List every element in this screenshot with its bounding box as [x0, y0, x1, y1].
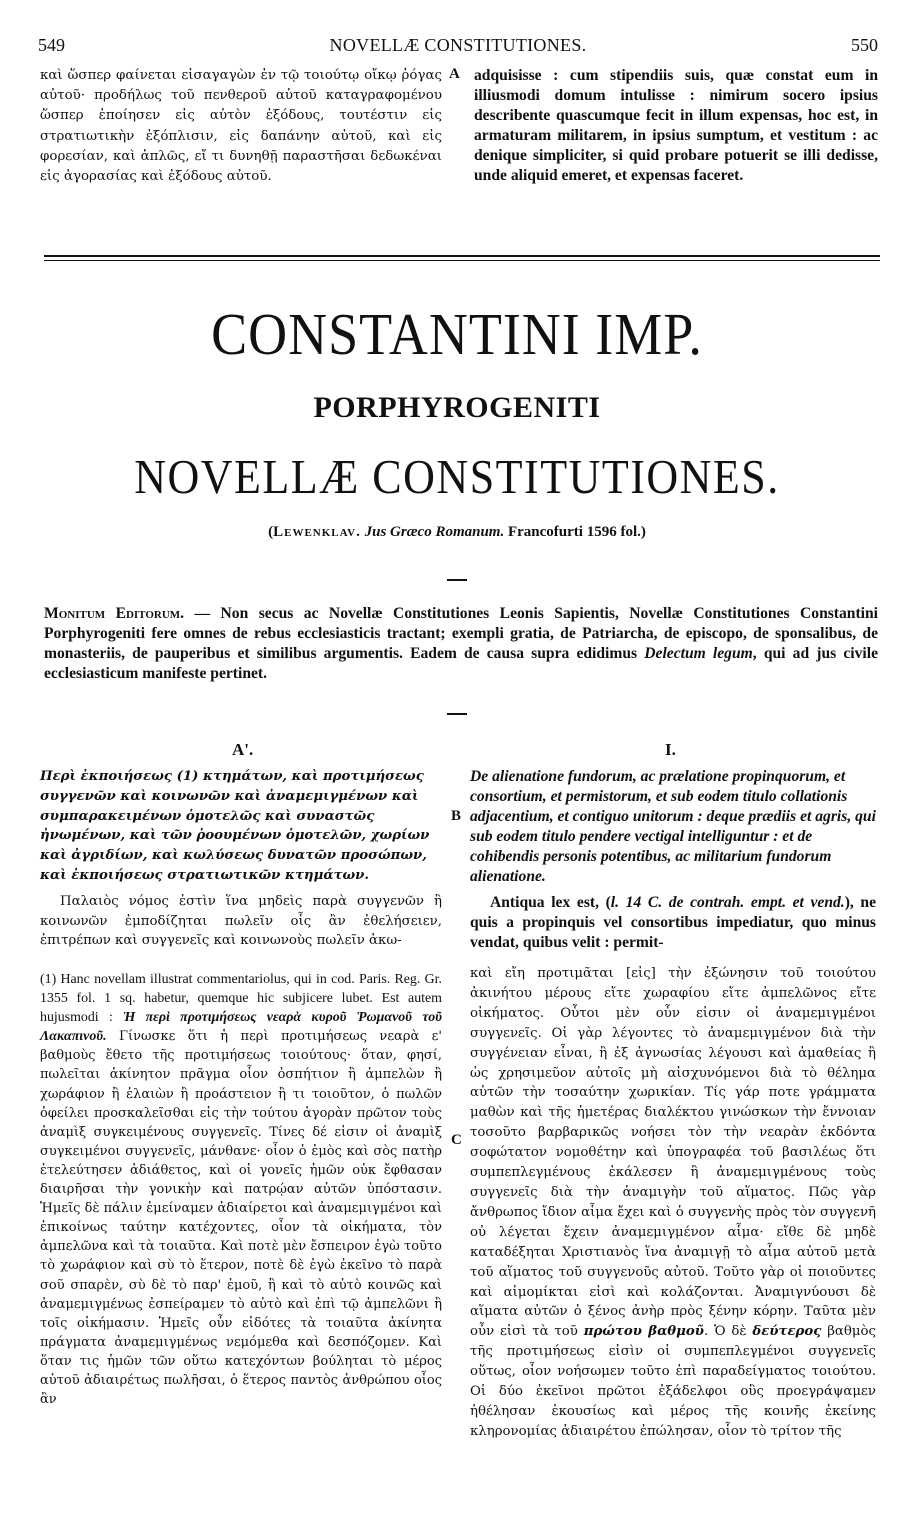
margin-marker-c: C: [451, 1132, 462, 1148]
subtitle: PORPHYROGENITI: [313, 391, 601, 424]
second-degree: δεύτερος: [752, 1324, 822, 1340]
divider-rule: [44, 255, 880, 257]
latin-column-main: [470, 767, 876, 953]
greek-text-top: καὶ ὥσπερ φαίνεται εἰσαγαγὼν ἐν τῷ τοιούτῳ οἴκῳ ῥόγας αὐτοῦ· προδήλως τοῦ πενθεροῦ αὐτοῦ καταγραφομένου ὥσπερ ἐποίησεν εἰς αὐτὸν ἐξόδους, τουτέστιν εἰς στρατιωτικὴν ἐξόπλισιν, εἰς δαπάνην αὐτοῦ, καὶ εἰς φορεσίαν, καὶ ἁπλῶς, εἴ τι δυνηθῇ παραστῆσαι δεδωκέναι εἰς ἀγορασίας καὶ ἐξόδους αὐτοῦ.: [40, 68, 442, 185]
footnote: (1) Hanc novellam illustrat commentariolus, qui in cod. Paris. Reg. Gr. 1355 fol. 1 sq. habetur, quemque hic subjicere lubet. Est autem hujusmodi : Ἡ περὶ προτιμήσεως νεαρὰ κυροῦ Ῥωμανοῦ τοῦ Λακαπινοῦ. Γίνωσκε ὅτι ἡ περὶ προτιμήσεως νεαρὰ ε' βαθμοὺς ἔθετο τῆς προτιμήσεως τοιούτους· ὅταν, φησί, πωλεῖται ἀκίνητον πρᾶγμα οἷον ὀσπήτιον ἢ ἀμπελὼν ἢ χωράφιον ἢ ἐλαιὼν ἢ προάστειον ἢ τι τοιοῦτον, ὁ πωλῶν ὀφείλει προσκαλεῖσθαι εἰς τὴν τούτου ἀγορὰν πρῶτον τοὺς ἀναμὶξ συγκειμένους συγγενεῖς. Τίνες δέ εἰσιν οἱ ἀναμὶξ συγκειμένοι συγγενεῖς, μάνθανε· οἷον ὁ ἐμὸς καὶ σὸς πατὴρ ἐτελεύτησεν ἀδιάθετος, καὶ οἱ γονεῖς ἡμῶν οὐκ ἔφθασαν διαιρῆσαι τὴν γονικὴν καὶ πατρῴαν αὐτῶν ὑπόστασιν. Ἡμεῖς δὲ πάλιν ἐμείναμεν ἀδιαίρετοι καὶ ἀναμεμιγμένοι καὶ ἐπικοίνως ταύτην κατέχοντες, οἷον τὰ οἰκήματα, τὸν ἀμπελῶνα καὶ τὰ τοιαῦτα. Καὶ ποτὲ μὲν ἔσπειρον ἐγὼ τοῦτο τὸ χωράφιον καὶ σὺ τὸ ἕτερον, ποτὲ δὲ ἐγὼ ἐκεῖνο τὸ παρὰ σοῦ σπαρὲν, σὺ δὲ τὸ παρ' ἐμοῦ, ἢ καὶ τὸ αὐτὸ κοινῶς καὶ ἀναμεμιγμένως ἐσπείραμεν τὸ αὐτὸ καὶ ἐπὶ τῷ ἀμπελῶνι ἢ τοῖς οἰκήμασιν. Ἡμεῖς οὖν εἰδότες τὰ τοιαῦτα ἀκίνητα πράγματα ἀναμεμιγμένως νεμόμεθα καὶ δεσπόζομεν. Καὶ ὅταν τις ἡμῶν τῶν οὕτω κατεχόντων βούληται τὸ μέρος αὐτοῦ ἀδιαιρέτως πωλῆσαι, ὁ ἕτερος παντὸς ἀνθρώπου οἷος ἂν: [40, 972, 442, 1408]
latin-text-top: adquisisse : cum stipendiis suis, quæ constat eum in illiusmodi domum intulisse : nimirum socero ipsius describente quascumque fecit in illum expensas, hoc est, in armaturam militarem, in ipsius sumptum, et vestitum : ac denique simpliciter, si quid probare potuerit se illi dedisse, unde aliquid emeret, et expensas faceret.: [474, 67, 878, 184]
latin-novel-text: Antiqua lex est, (l. 14 C. de contrah. empt. et vend.), ne quis a propinquis vel consortibus impediatur, quo minus vendat, quibus velit : permit-: [470, 894, 876, 951]
running-header: [38, 34, 878, 56]
greek-column-main: [40, 767, 442, 951]
latin-novel-title: De alienatione fundorum, ac prælatione propinquorum, et consortium, et permistorum, et sub eodem titulo collationis adjacentium, et contiguo unitorum : deque prædiis et agris, qui sub eodem titulo pendere vectigal intelliguntur : et de cohibendis personis potentibus, ac militarium fundorum alienatione.: [470, 768, 876, 885]
first-degree: πρώτου βαθμοῦ: [583, 1324, 705, 1340]
latin-section-heading: I.: [665, 740, 676, 759]
source-citation: (Lewenklav. Jus Græco Romanum. Francofurti 1596 fol.): [268, 524, 646, 540]
margin-marker-b: B: [451, 808, 462, 824]
delectum-legum: Delectum legum: [644, 645, 753, 662]
dash-separator-2: [447, 713, 467, 715]
margin-marker-a: A: [449, 66, 460, 82]
greek-novel-text: Παλαιὸς νόμος ἐστὶν ἵνα μηδεὶς παρὰ συγγενῶν ἢ κοινωνῶν ἐμποδίζηται πωλεῖν οἷς ἂν ἐθελήσειεν, ἐπιτρέπων καὶ συγγενεῖς καὶ κοινωνοὺς πωλεῖν ἀκω-: [40, 893, 442, 949]
footnote-greek-title: Ἡ περὶ προτιμήσεως νεαρὰ κυροῦ Ῥωμανοῦ τοῦ Λακαπινοῦ.: [40, 1010, 442, 1045]
source-title: Jus Græco Romanum.: [364, 524, 505, 540]
page-number-left: 549: [38, 35, 65, 55]
source-author: Lewenklav.: [273, 524, 361, 540]
main-title: CONSTANTINI IMP.: [211, 301, 703, 368]
work-title: NOVELLÆ CONSTITUTIONES.: [134, 450, 780, 505]
greek-column-top: [40, 66, 442, 187]
legal-reference: l. 14 C. de contrah. empt. et vend.: [610, 894, 845, 911]
editors-note-label: Monitum Editorum.: [44, 605, 185, 622]
running-title: NOVELLÆ CONSTITUTIONES.: [329, 35, 587, 55]
dash-separator: [447, 579, 467, 581]
divider-rule-thin: [44, 260, 880, 261]
greek-section-heading: Α'.: [232, 740, 254, 759]
editors-note: Monitum Editorum. — Non secus ac Novellæ Constitutiones Leonis Sapientis, Novellæ Constitutiones Constantini Porphyrogeniti fere omnes de rebus ecclesiasticis tractant; exempli gratia, de Patriarcha, de episcopo, de sponsalibus, de monasteriis, de pauperibus et similibus argumentis. Eadem de causa supra edidimus Delectum legum, qui ad jus civile ecclesiasticum manifeste pertinet.: [44, 605, 878, 682]
page-number-right: 550: [851, 35, 878, 55]
greek-commentary-continuation: καὶ εἴη προτιμᾶται [εἰς] τὴν ἐξώνησιν τοῦ τοιούτου ἀκινήτου μέρους εἴτε χωραφίου εἴτε ἀμπελῶνος εἴτε οἰκήματος. Οὗτοι μὲν οὖν εἰσιν οἱ ἀναμεμιγμένοι συγγενεῖς. Οἱ γὰρ λέγοντες τὸ ἀναμεμιγμένον διὰ τὴν συγγένειαν εἶναι, ἢ ἐξ ἀγνωσίας λέγουσι καὶ ἀμαθείας ἢ ὡς χρησιμεῦον αὐτοῖς μὴ αἰσχυνόμενοι διὰ τὸ θέλημα αὐτῶν τὴν τοσαύτην χωρικίαν. Τίς γάρ ποτε γράμματα μαθὼν καὶ τῆς ἡμετέρας διαλέκτου γινώσκων τὴν ἔννοιαν τοσοῦτο βαρβαρικῶς νοήσει τὸν τὴν νεαρὰν ἐκδόντα σοφώτατον νομοθέτην καὶ ὑπογραφέα τοῦ βασιλέως ὅτι συμπεπλεγμένους ἐκάλεσεν ἢ ἀναμεμιγμένους τοὺς συγγενεῖς διὰ τὴν ἀναμιγὴν τοῦ αἵματος. Πῶς γὰρ ἄνθρωπος ἴδιον αἷμα ἔχει καὶ ὁ συγγενὴς πρὸς τὸν συγγενῆ οὐ λέγεται ἔχειν ἀναμεμιγμένον αἷμα· εἴθε δὲ μηδὲ καταδέξηται Χριστιανὸς ἵνα ἀναμιγῇ τὸ αἷμα αὐτοῦ μετὰ τοῦ αἵματος τοῦ συγγενοῦς αὐτοῦ. Τοῦτο γὰρ οἱ ποιοῦντες καὶ αἱμομίκται εἰσὶ καὶ κολάζονται. Ἀναμιγνύουσι δὲ αἵματα αὐτῶν ὁ ξένος ἀνὴρ πρὸς ξένην κόρην. Ταῦτα μὲν οὖν εἰσὶ τὰ τοῦ πρώτου βαθμοῦ. Ὁ δὲ δεύτερος βαθμὸς τῆς προτιμήσεως εἰσὶν οἱ συμπεπλεγμένοι συγγενεῖς οὕτως, οἷον νοήσωμεν τοῦτο ἐπὶ παραδείγματος τοιούτου. Οἱ δύο ἐκεῖνοι πρῶτοι ἐξάδελφοι οὓς προεγράψαμεν ἠθέλησαν ἑκουσίως καὶ μέρος τῆς κοινῆς ἐκείνης κληρονομίας ἀδιαιρέτου ἐπώλησαν, οἷον τὸ τρίτον τῆς: [470, 966, 876, 1439]
source-rest: Francofurti 1596 fol.): [507, 524, 646, 540]
latin-column-top: [474, 66, 878, 186]
greek-novel-title: Περὶ ἐκποιήσεως (1) κτημάτων, καὶ προτιμήσεως συγγενῶν καὶ κοινωνῶν καὶ ἀναμεμιγμένων καὶ συμπαρακειμένων ὁμοτελῶς καὶ συναστῶς ἠνωμένων, καὶ τῶν ῥοουμένων ὁμοτελῶν, χωρίων καὶ ἀγριδίων, καὶ κωλύσεως δυνατῶν προσώπων, καὶ ἐκποιήσεως στρατιωτικῶν κτημάτων.: [40, 769, 430, 883]
